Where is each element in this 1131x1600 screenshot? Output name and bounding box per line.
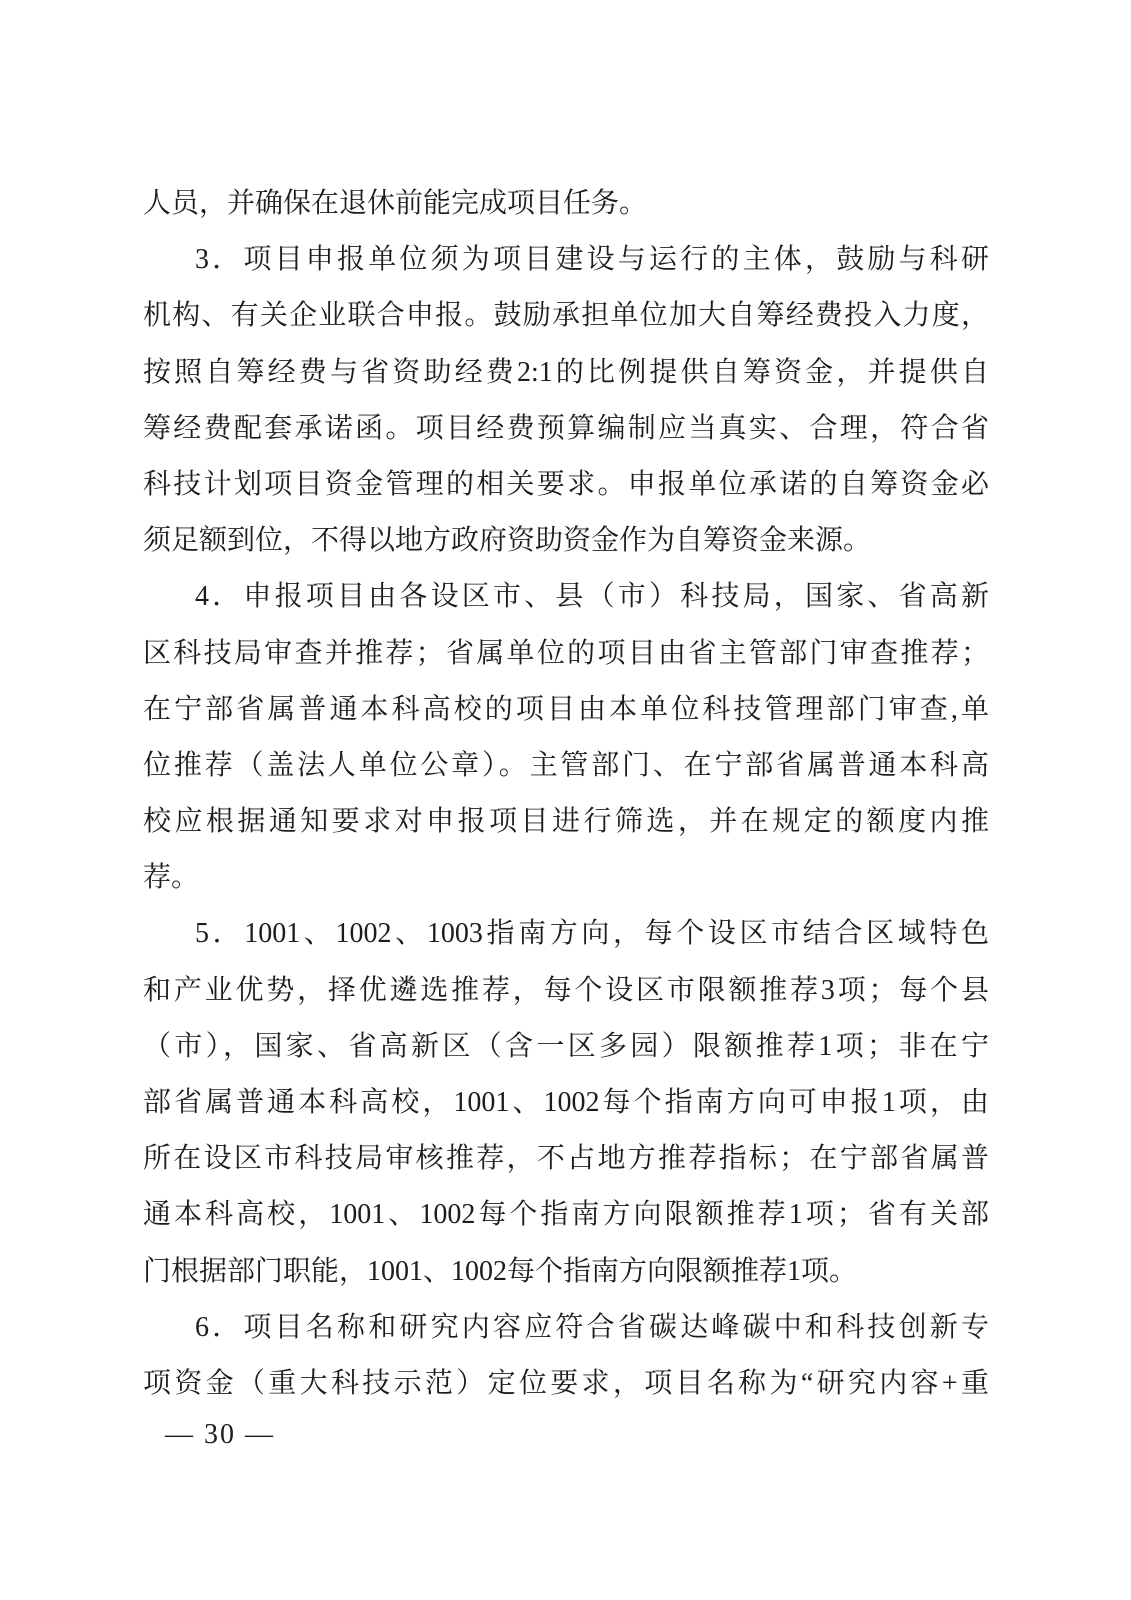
page-number: — 30 —	[165, 1419, 275, 1450]
text-line: 位推荐（盖法人单位公章）。主管部门、在宁部省属普通本科高	[143, 749, 989, 781]
text-line: 通本科高校，1001、1002每个指南方向限额推荐1项；省有关部	[143, 1199, 989, 1231]
text-line: 部省属普通本科高校，1001、1002每个指南方向可申报1项，由	[143, 1087, 989, 1118]
text-line: （市），国家、省高新区（含一区多园）限额推荐1项；非在宁	[143, 1030, 989, 1062]
text-line: 校应根据通知要求对申报项目进行筛选，并在规定的额度内推	[143, 806, 989, 838]
text-line: 在宁部省属普通本科高校的项目由本单位科技管理部门审查,单	[143, 693, 989, 725]
text-line: 人员，并确保在退休前能完成项目任务。	[143, 188, 648, 219]
text-line: 6．项目名称和研究内容应符合省碳达峰碳中和科技创新专	[195, 1311, 989, 1343]
text-line: 门根据部门职能，1001、1002每个指南方向限额推荐1项。	[143, 1255, 858, 1287]
text-line: 须足额到位，不得以地方政府资助资金作为自筹资金来源。	[143, 525, 872, 557]
document-body	[143, 176, 989, 1412]
text-line: 和产业优势，择优遴选推荐，每个设区市限额推荐3项；每个县	[143, 974, 989, 1006]
text-line: 所在设区市科技局审核推荐，不占地方推荐指标；在宁部省属普	[143, 1143, 989, 1175]
text-line: 科技计划项目资金管理的相关要求。申报单位承诺的自筹资金必	[143, 468, 989, 500]
text-line: 机构、有关企业联合申报。鼓励承担单位加大自筹经费投入力度，	[143, 300, 989, 332]
page-footer	[165, 1417, 275, 1453]
text-line: 4．申报项目由各设区市、县（市）科技局，国家、省高新	[195, 581, 989, 613]
text-line: 荐。	[143, 862, 200, 894]
text-line: 项资金（重大科技示范）定位要求，项目名称为“研究内容+重	[143, 1367, 989, 1399]
text-line: 筹经费配套承诺函。项目经费预算编制应当真实、合理，符合省	[143, 412, 989, 444]
text-line: 3．项目申报单位须为项目建设与运行的主体，鼓励与科研	[195, 244, 989, 276]
text-line: 区科技局审查并推荐；省属单位的项目由省主管部门审查推荐；	[143, 637, 989, 669]
text-line: 5．1001、1002、1003指南方向，每个设区市结合区域特色	[195, 918, 989, 950]
text-line: 按照自筹经费与省资助经费2:1的比例提供自筹资金，并提供自	[143, 356, 989, 388]
